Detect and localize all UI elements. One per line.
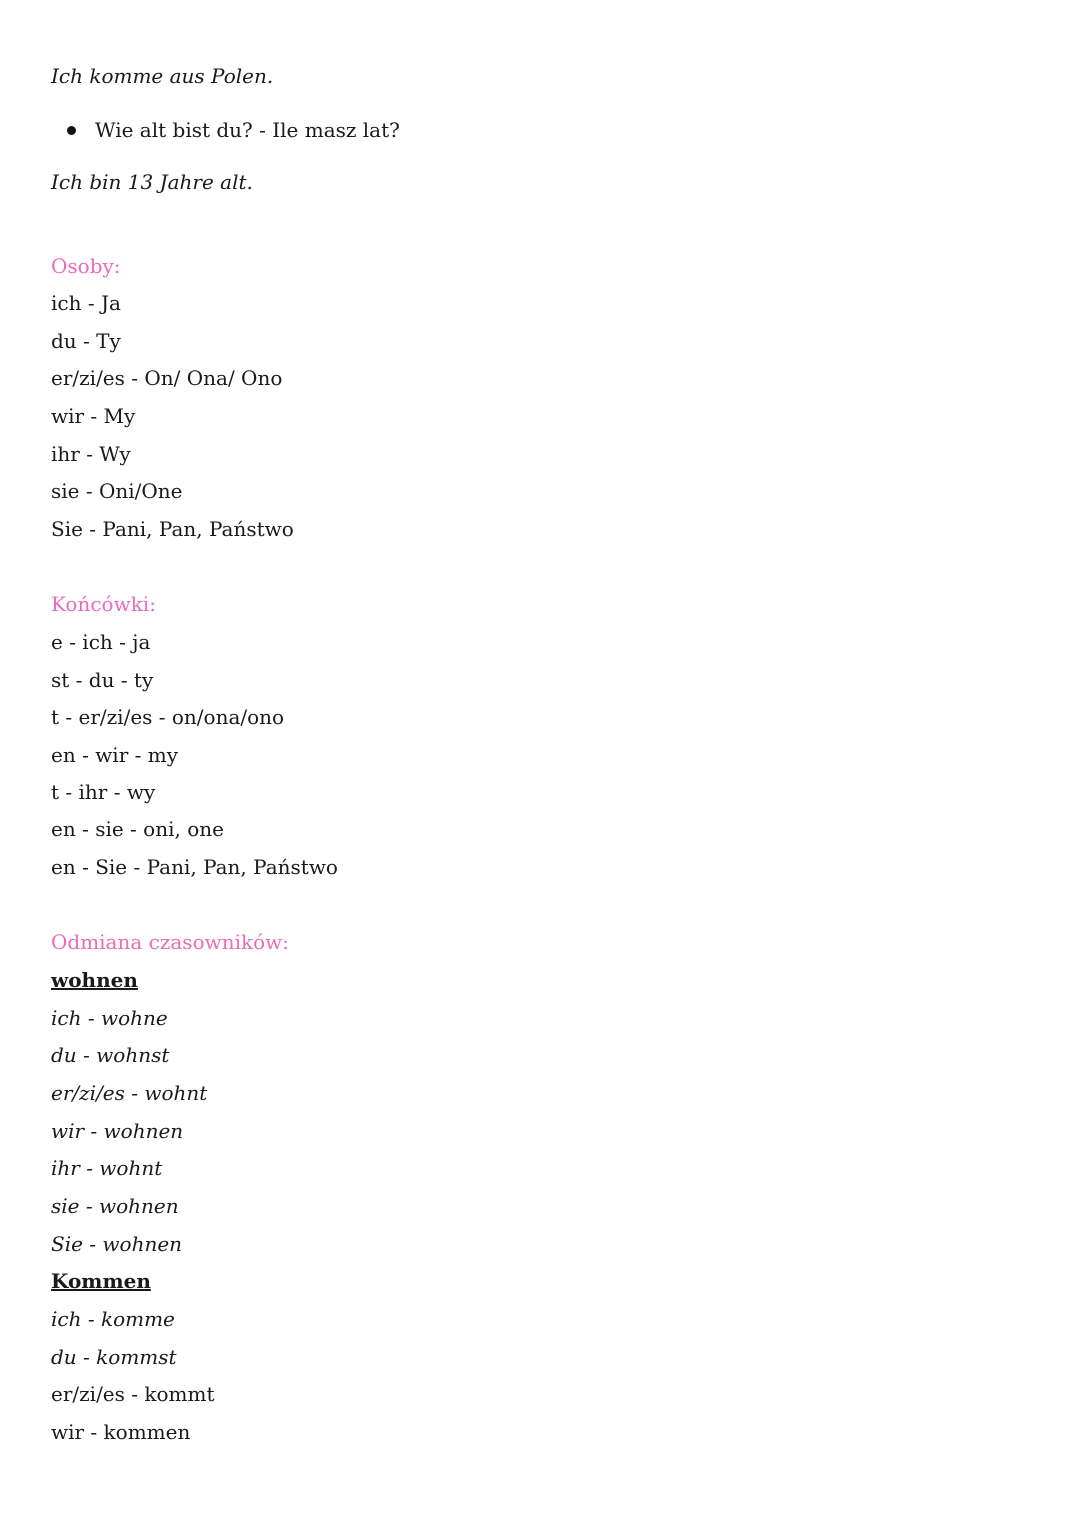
persons-item: wir - My — [51, 404, 136, 428]
bullet-icon — [67, 126, 76, 135]
persons-item: sie - Oni/One — [51, 479, 183, 503]
kommen-item: er/zi/es - kommt — [51, 1382, 215, 1406]
wohnen-item: ihr - wohnt — [51, 1156, 163, 1180]
persons-heading: Osoby: — [51, 254, 121, 278]
answer-origin: Ich komme aus Polen. — [51, 64, 274, 88]
endings-item: en - Sie - Pani, Pan, Państwo — [51, 855, 338, 879]
conjugation-heading: Odmiana czasowników: — [51, 930, 290, 954]
kommen-item: ich - komme — [51, 1307, 175, 1331]
endings-item: en - sie - oni, one — [51, 817, 224, 841]
persons-item: du - Ty — [51, 329, 121, 353]
answer-age: Ich bin 13 Jahre alt. — [51, 170, 253, 194]
question-age: Wie alt bist du? - Ile masz lat? — [95, 118, 400, 142]
persons-item: er/zi/es - On/ Ona/ Ono — [51, 366, 283, 390]
endings-heading: Końcówki: — [51, 592, 156, 616]
endings-item: e - ich - ja — [51, 630, 151, 654]
wohnen-item: wir - wohnen — [51, 1119, 184, 1143]
wohnen-item: du - wohnst — [51, 1043, 170, 1067]
kommen-item: du - kommst — [51, 1345, 177, 1369]
wohnen-item: er/zi/es - wohnt — [51, 1081, 208, 1105]
bullet-question-age — [67, 117, 400, 143]
persons-item: ich - Ja — [51, 291, 121, 315]
endings-item: st - du - ty — [51, 668, 154, 692]
endings-item: t - er/zi/es - on/ona/ono — [51, 705, 285, 729]
wohnen-item: Sie - wohnen — [51, 1232, 183, 1256]
wohnen-item: ich - wohne — [51, 1006, 168, 1030]
verb-title-kommen: Kommen — [51, 1269, 151, 1293]
persons-item: ihr - Wy — [51, 442, 131, 466]
wohnen-item: sie - wohnen — [51, 1194, 179, 1218]
persons-item: Sie - Pani, Pan, Państwo — [51, 517, 294, 541]
endings-item: t - ihr - wy — [51, 780, 156, 804]
verb-title-wohnen: wohnen — [51, 968, 138, 992]
kommen-item: wir - kommen — [51, 1420, 191, 1444]
endings-item: en - wir - my — [51, 743, 179, 767]
